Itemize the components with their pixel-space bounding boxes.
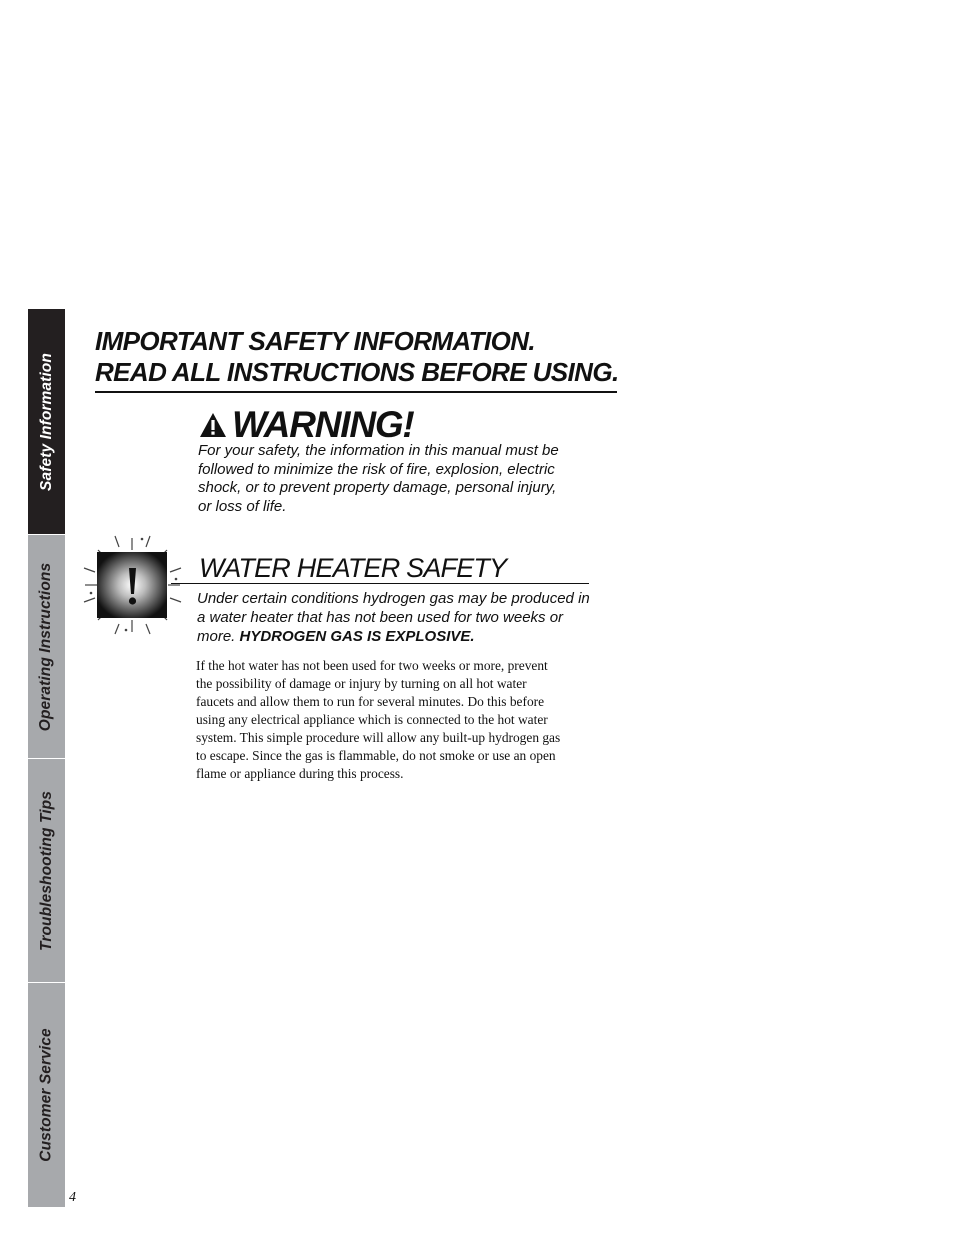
page-number: 4 [69, 1190, 76, 1205]
section-body [196, 657, 588, 783]
section-intro-line: a water heater that has not been used for two weeks or [197, 608, 564, 626]
page-title-line-1: IMPORTANT SAFETY INFORMATION. [95, 326, 535, 356]
warning-text-line: or loss of life. [198, 498, 287, 516]
body-line: using any electrical appliance which is connected to the hot water [196, 712, 548, 727]
page-title [95, 326, 619, 388]
body-line: system. This simple procedure will allow any built-up hydrogen gas [196, 730, 561, 745]
tab-troubleshooting-tips[interactable] [28, 758, 65, 982]
title-divider [95, 391, 617, 393]
warning-text [198, 442, 568, 517]
hydrogen-warning-emphasis: HYDROGEN GAS IS EXPLOSIVE. [239, 627, 475, 645]
tab-operating-instructions[interactable] [28, 534, 65, 758]
section-intro [197, 590, 592, 646]
tab-label: Customer Service [37, 1028, 55, 1162]
section-intro-line: more. [197, 627, 240, 645]
section-intro-line: Under certain conditions hydrogen gas may be produced in [197, 590, 590, 607]
tab-label: Safety Information [37, 352, 55, 491]
page-title-line-2: READ ALL INSTRUCTIONS BEFORE USING. [95, 357, 619, 387]
section-title: WATER HEATER SAFETY [199, 553, 507, 583]
warning-heading [199, 404, 414, 446]
tab-label: Operating Instructions [37, 562, 55, 731]
warning-triangle-icon [199, 411, 227, 439]
section-divider [171, 583, 589, 584]
body-line: faucets and allow them to run for several minutes. Do this before [196, 694, 545, 709]
body-line: If the hot water has not been used for two weeks or more, prevent [196, 658, 548, 673]
body-line: flame or appliance during this process. [196, 766, 404, 781]
warning-text-line: followed to minimize the risk of fire, explosion, electric [198, 460, 555, 478]
exclamation-burst-icon [80, 532, 185, 637]
body-line: to escape. Since the gas is flammable, do not smoke or use an open [196, 748, 556, 763]
tab-customer-service[interactable] [28, 982, 65, 1207]
warning-text-line: For your safety, the information in this manual must be [198, 442, 559, 459]
body-line: the possibility of damage or injury by turning on all hot water [196, 676, 527, 691]
tab-label: Troubleshooting Tips [37, 790, 55, 951]
section-nav-sidebar [28, 309, 65, 1207]
tab-safety-information[interactable] [28, 309, 65, 534]
warning-title: WARNING! [232, 404, 414, 445]
warning-text-line: shock, or to prevent property damage, personal injury, [198, 479, 557, 497]
